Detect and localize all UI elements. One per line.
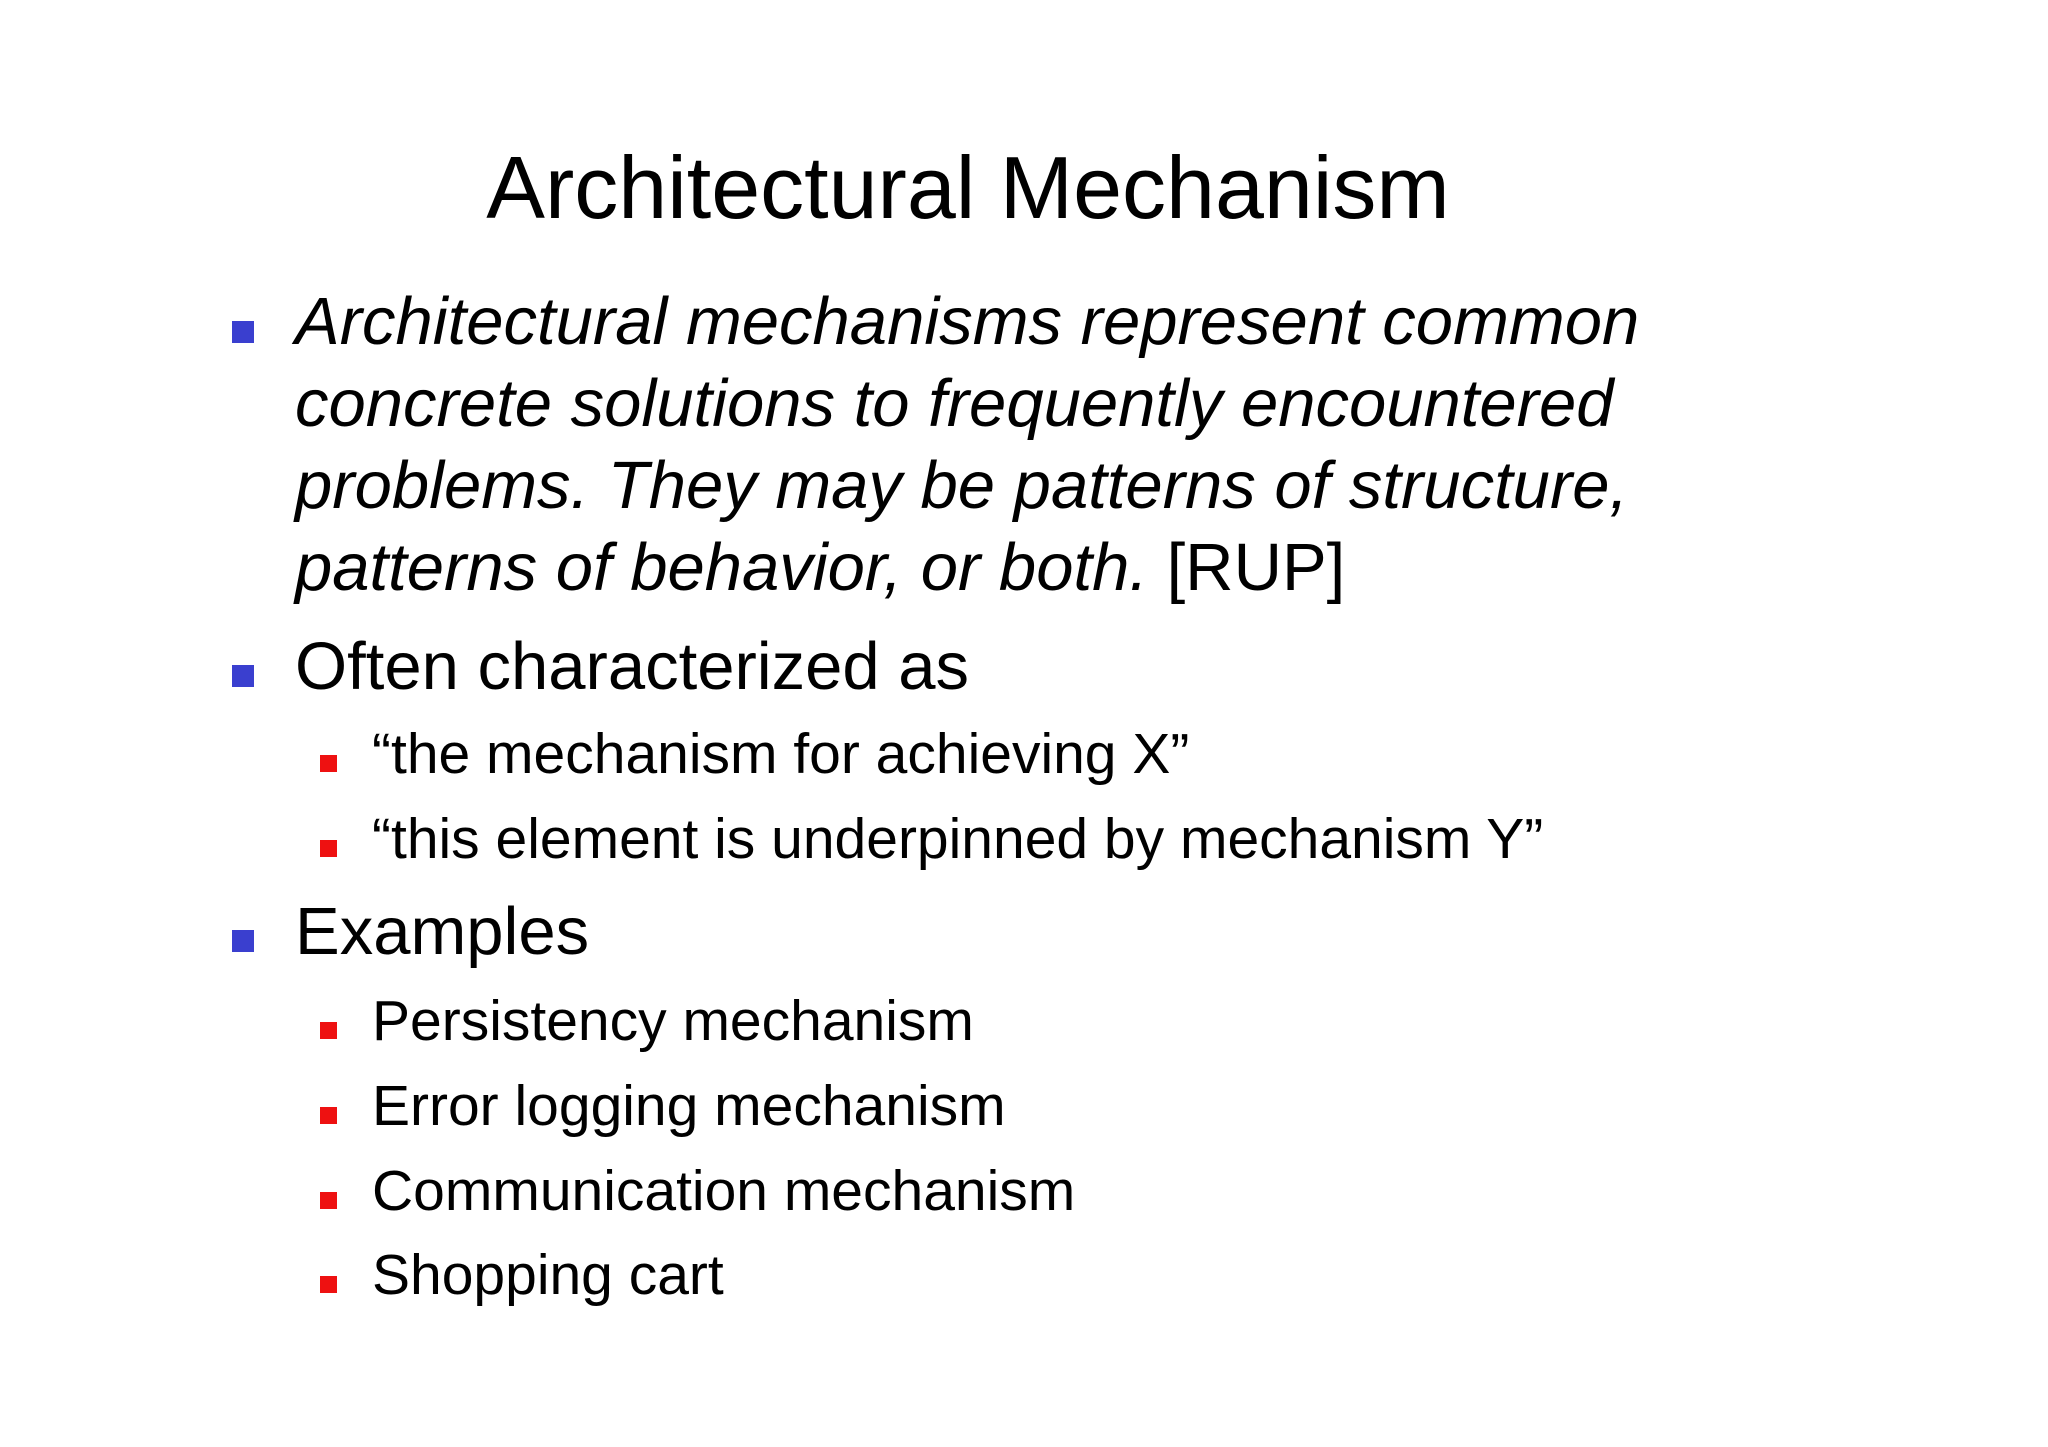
bullet-2-text: Often characterized as — [295, 629, 970, 704]
square-bullet-icon — [320, 1276, 337, 1293]
square-bullet-icon — [320, 755, 337, 772]
bullet-3-sub-4: Shopping cart — [372, 1243, 724, 1307]
bullet-1-line-4 — [295, 527, 1345, 609]
bullet-2-sub-1: “the mechanism for achieving X” — [372, 722, 1190, 786]
bullet-1-line-3: problems. They may be patterns of structure, — [295, 448, 1629, 523]
bullet-1-line-4-text: patterns of behavior, or both. — [295, 530, 1148, 605]
bullet-3-text: Examples — [295, 894, 590, 969]
square-bullet-icon — [232, 665, 254, 687]
slide-title: Architectural Mechanism — [486, 138, 1450, 237]
bullet-3-sub-2: Error logging mechanism — [372, 1074, 1006, 1138]
square-bullet-icon — [320, 1107, 337, 1124]
square-bullet-icon — [320, 1192, 337, 1209]
square-bullet-icon — [232, 930, 254, 952]
bullet-3-sub-1: Persistency mechanism — [372, 989, 974, 1053]
square-bullet-icon — [320, 1022, 337, 1039]
citation: [RUP] — [1147, 530, 1346, 605]
bullet-3-sub-3: Communication mechanism — [372, 1159, 1076, 1223]
bullet-1-line-2: concrete solutions to frequently encountered — [295, 366, 1614, 441]
square-bullet-icon — [232, 321, 254, 343]
square-bullet-icon — [320, 840, 337, 857]
bullet-1-line-1: Architectural mechanisms represent common — [295, 284, 1640, 359]
bullet-2-sub-2: “this element is underpinned by mechanism Y” — [372, 807, 1544, 871]
